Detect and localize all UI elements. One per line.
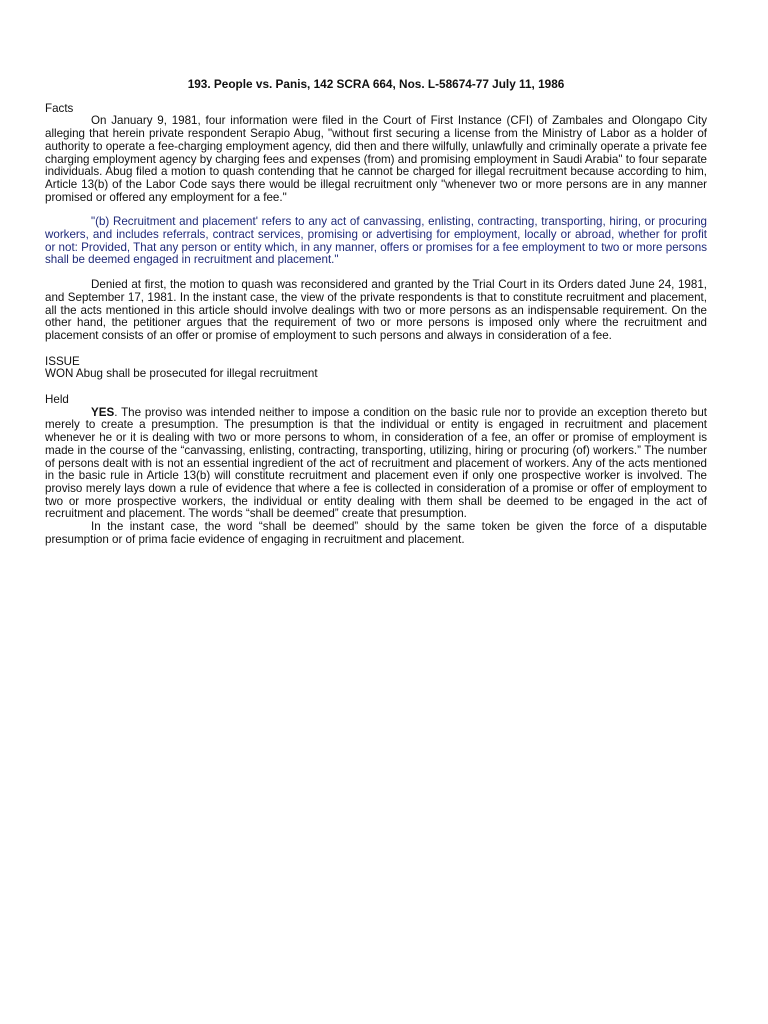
facts-heading: Facts xyxy=(45,101,74,115)
section-spacer xyxy=(45,381,707,394)
issue-text: WON Abug shall be prosecuted for illegal recruitment xyxy=(45,367,318,381)
held-paragraph-1-text: . The proviso was intended neither to impose a condition on the basic rule nor to provide an exception thereto but merely to create a presumption. The presumption is that the individual or entity is engaged in recruitment and placement whenever he or it is dealing with two or more persons to whom, in consideration of a fee, an offer or promise of employment is made in the course of the “canvassing, enlisting, contracting, transporting, utilizing, hiring or procuring (of) workers.” The number of persons dealt with is not an essential ingredient of the act of recruitment and placement of workers. Any of the acts mentioned in the basic rule in Article 13(b) will constitute recruitment and placement even if only one prospective worker is involved. The proviso merely lays down a rule of evidence that where a fee is collected in consideration of a promise or offer of employment to two or more prospective workers, the individual or entity dealing with them shall be deemed to be engaged in the act of recruitment and placement. The words “shall be deemed” create that presumption. xyxy=(45,405,707,521)
held-heading: Held xyxy=(45,393,69,407)
document-title: 193. People vs. Panis, 142 SCRA 664, Nos. L-58674-77 July 11, 1986 xyxy=(187,77,565,91)
issue-heading: ISSUE xyxy=(45,354,80,368)
held-paragraph-2: In the instant case, the word “shall be deemed” should by the same token be given the force of a disputable presumption or of prima facie evidence of engaging in recruitment and placement. xyxy=(45,520,707,546)
held-answer: YES xyxy=(91,405,115,419)
facts-paragraph-1: On January 9, 1981, four information were filed in the Court of First Instance (CFI) of Zambales and Olongapo City alleging that herein private respondent Serapio Abug, "without first securing a license from the Ministry of Labor as a holder of authority to operate a fee-charging employment agency, did then and there wilfully, unlawfully and criminally operate a private fee charging employment agency by charging fees and expenses (from) and promising employment in Saudi Arabia" to four separate individuals. Abug filed a motion to quash contending that he cannot be charged for illegal recruitment because according to him, Article 13(b) of the Labor Code says there would be illegal recruitment only "whenever two or more persons are in any manner promised or offered any employment for a fee." xyxy=(45,114,707,204)
held-paragraph-1 xyxy=(45,407,707,521)
facts-paragraph-2: Denied at first, the motion to quash was reconsidered and granted by the Trial Court in its Orders dated June 24, 1981, and September 17, 1981. In the instant case, the view of the private respondents is that to constitute recruitment and placement, all the acts mentioned in this article should involve dealings with two or more persons as an indispensable requirement. On the other hand, the petitioner argues that the requirement of two or more persons is imposed only where the recruitment and placement consists of an offer or promise of employment to such persons and always in consideration of a fee. xyxy=(45,278,707,342)
section-spacer xyxy=(45,343,707,356)
labor-code-quote: "(b) Recruitment and placement' refers to any act of canvassing, enlisting, contracting, transporting, hiring, or procuring workers, and includes referrals, contract services, promising or advertising for employment, locally or abroad, whether for profit or not: Provided, That any person or entity which, in any manner, offers or promises for a fee employment to two or more persons shall be deemed engaged in recruitment and placement." xyxy=(45,215,707,267)
document-page xyxy=(45,78,707,547)
